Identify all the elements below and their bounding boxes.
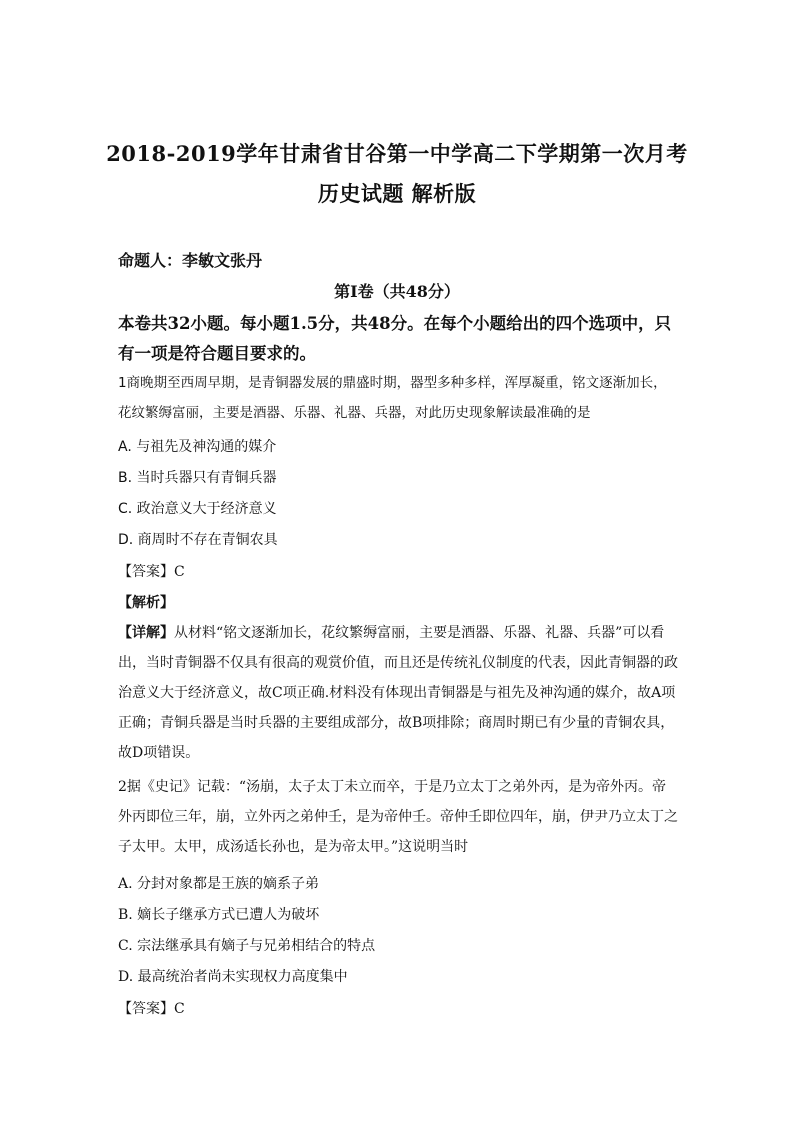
document-title-line2: 历史试题 解析版 — [317, 181, 477, 206]
section-heading: 第Ⅰ卷（共48分） — [334, 282, 460, 301]
question-1-detail — [118, 618, 678, 768]
question-1-option-a: A. 与祖先及神沟通的媒介 — [118, 439, 277, 455]
question-1-option-c: C. 政治意义大于经济意义 — [118, 501, 277, 517]
question-2-option-a: A. 分封对象都是王族的嫡系子弟 — [118, 876, 320, 892]
question-1-option-b: B. 当时兵器只有青铜兵器 — [118, 470, 277, 486]
question-1-answer: 【答案】C — [118, 564, 185, 580]
detail-label: 【详解】 — [118, 625, 174, 641]
question-2-option-d: D. 最高统治者尚未实现权力高度集中 — [118, 969, 348, 985]
detail-text: 从材料“铭文逐渐加长，花纹繁缛富丽，主要是酒器、乐器、礼器、兵器”可以看出，当时青铜器不仅具有很高的观赏价值，而且还是传统礼仪制度的代表，因此青铜器的政治意义大于经济意义，故C项正确.材料没有体现出青铜器是与祖先及神沟通的媒介，故A项正确；青铜兵器是当时兵器的主要组成部分，故B项排除；商周时期已有少量的青铜农具，故D项错误。 — [118, 625, 678, 761]
question-1-analysis-label: 【解析】 — [118, 595, 174, 611]
question-2-option-c: C. 宗法继承具有嫡子与兄弟相结合的特点 — [118, 938, 376, 954]
document-title-line1: 2018-2019学年甘肃省甘谷第一中学高二下学期第一次月考 — [106, 141, 688, 166]
author-line: 命题人：李敏文张丹 — [118, 251, 263, 270]
question-1-option-d: D. 商周时不存在青铜农具 — [118, 532, 278, 548]
section-instructions: 本卷共32小题。每小题1.5分，共48分。在每个小题给出的四个选项中，只有一项是符合题目要求的。 — [118, 314, 672, 363]
question-2-option-b: B. 嫡长子继承方式已遭人为破坏 — [118, 907, 320, 923]
question-2-stem: 2据《史记》记载：“汤崩，太子太丁未立而卒，于是乃立太丁之弟外丙，是为帝外丙。帝外丙即位三年，崩，立外丙之弟仲壬，是为帝仲壬。帝仲壬即位四年，崩，伊尹乃立太丁之子太甲。太甲，成汤适长孙也，是为帝太甲。”这说明当时 — [118, 779, 678, 855]
question-2-answer: 【答案】C — [118, 1001, 185, 1017]
question-1-stem: 1商晚期至西周早期，是青铜器发展的鼎盛时期，器型多种多样，浑厚凝重，铭文逐渐加长，花纹繁缛富丽，主要是酒器、乐器、礼器、兵器，对此历史现象解读最准确的是 — [118, 375, 667, 421]
